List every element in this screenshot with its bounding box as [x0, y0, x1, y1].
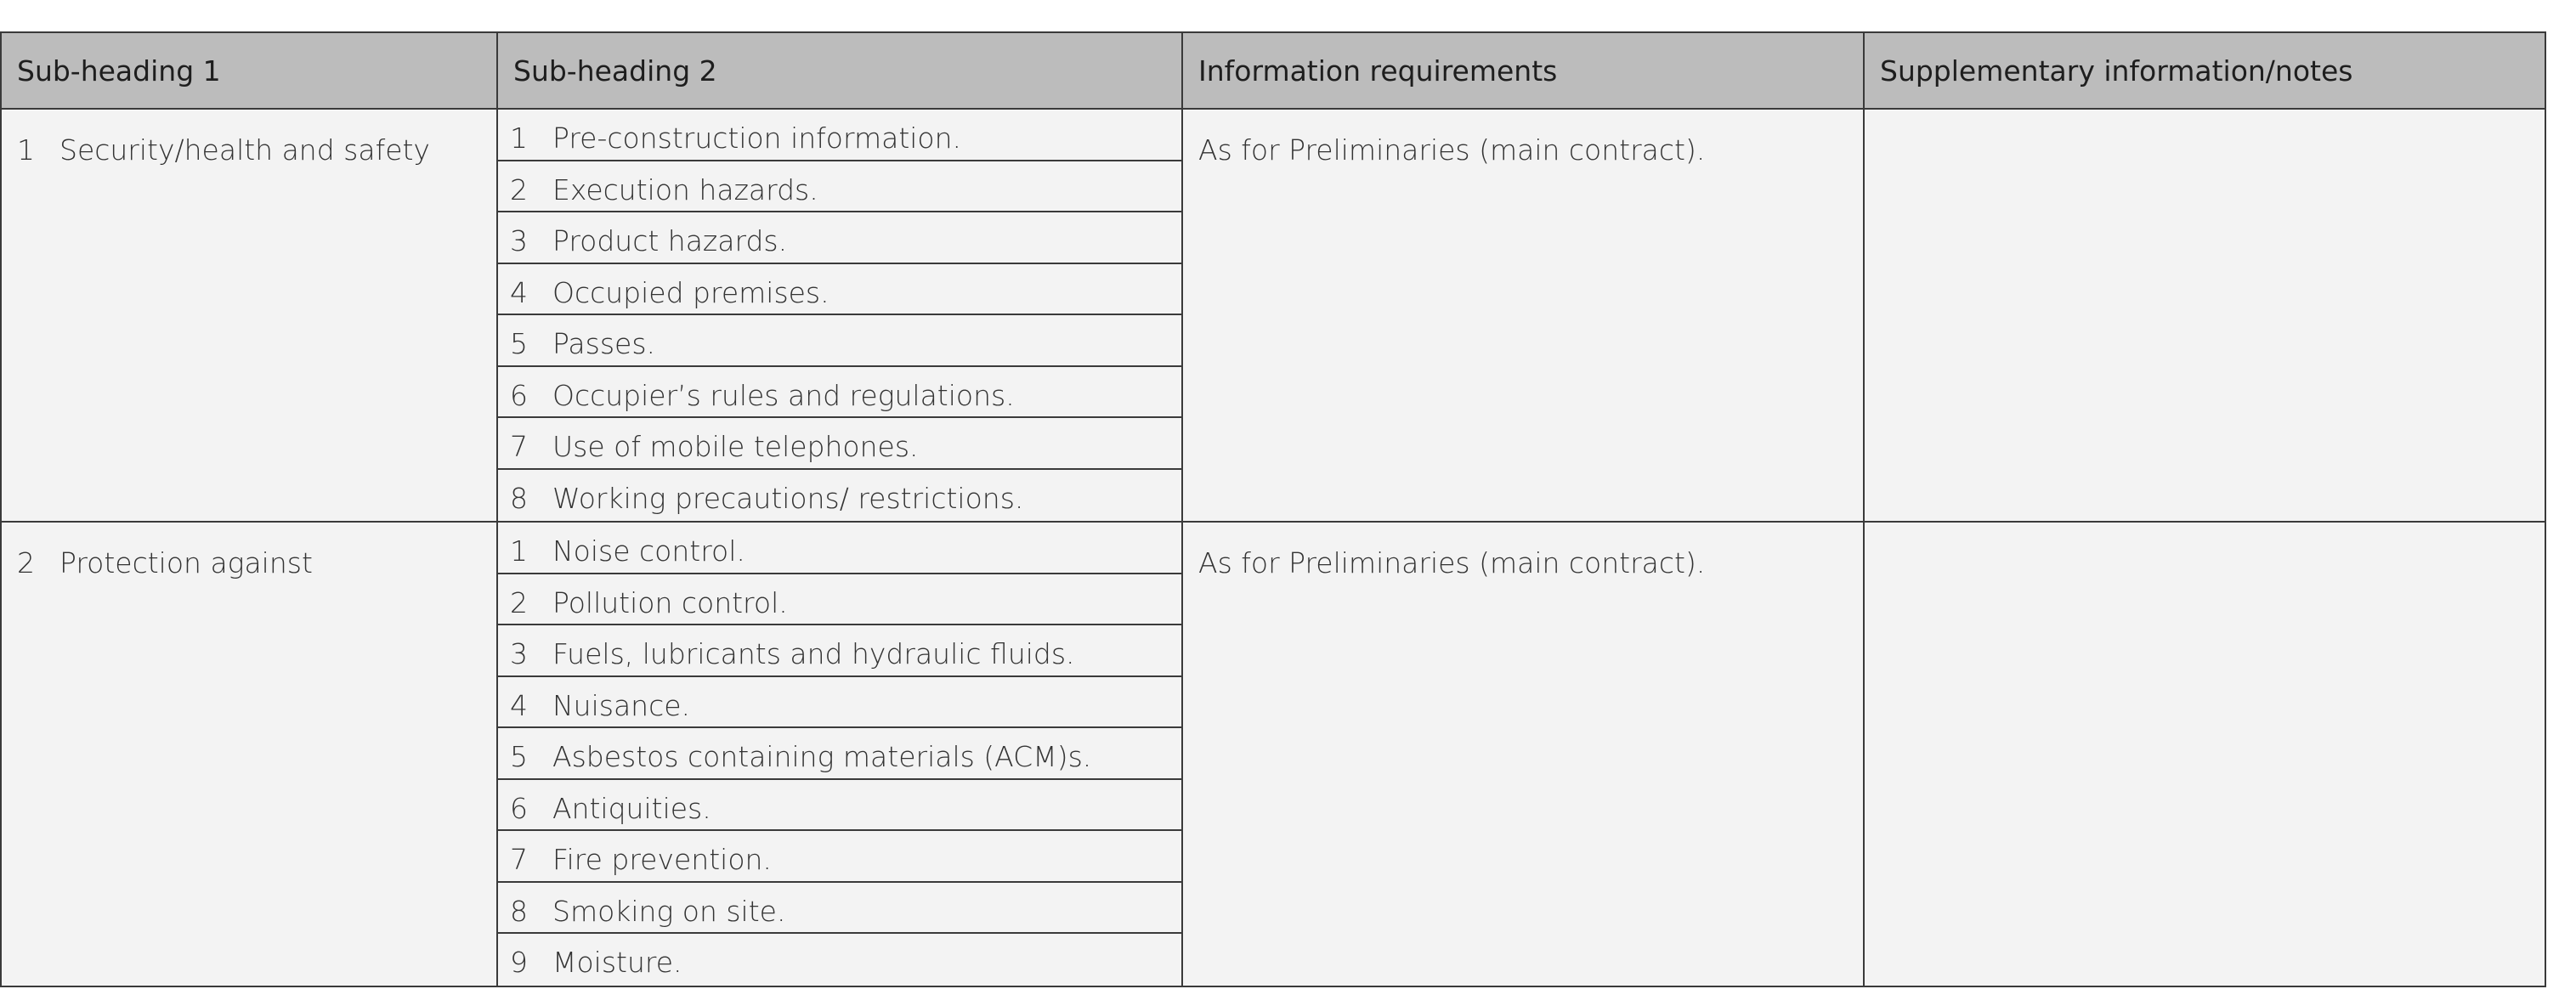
sub-heading-item: [498, 110, 1181, 161]
header-row: [1, 32, 2545, 109]
item-number: 5: [510, 327, 528, 360]
item-text: Antiquities.: [552, 791, 711, 825]
item-text: Moisture.: [552, 946, 682, 979]
item-number: 3: [510, 224, 528, 257]
notes-cell: [1864, 522, 2545, 986]
sub-heading-item: [498, 418, 1181, 470]
item-number: 8: [510, 481, 528, 515]
section-number: 1: [17, 133, 35, 167]
section-row-protection: [1, 522, 2545, 986]
item-number: 7: [510, 843, 528, 876]
item-number: 8: [510, 894, 528, 928]
information-text: As for Preliminaries (main contract).: [1198, 546, 1706, 579]
sub-heading-list: [498, 110, 1181, 521]
item-number: 2: [510, 585, 528, 619]
section-label-cell: [1, 109, 497, 522]
item-text: Fuels, lubricants and hydraulic fluids.: [552, 637, 1075, 670]
section-label: [2, 523, 496, 579]
section-label: [2, 110, 496, 167]
sub-heading-item: [498, 523, 1181, 574]
sub-heading-item: [498, 470, 1181, 522]
sub-heading-item: [498, 883, 1181, 935]
table-header: [1, 32, 2545, 109]
item-text: Occupied premises.: [552, 275, 829, 309]
sub-heading-item: [498, 264, 1181, 316]
item-text: Passes.: [552, 327, 656, 360]
sub-heading-item: [498, 831, 1181, 883]
notes-cell: [1864, 109, 2545, 522]
item-text: Noise control.: [552, 534, 745, 568]
header-sub-heading-1: Sub-heading 1: [1, 32, 497, 109]
item-text: Pre-construction information.: [552, 122, 962, 155]
sub-heading-item: [498, 677, 1181, 729]
section-label-cell: [1, 522, 497, 986]
sub-heading-list-cell: [497, 109, 1182, 522]
item-number: 3: [510, 637, 528, 670]
sub-heading-item: [498, 212, 1181, 264]
information-cell: [1182, 522, 1864, 986]
item-number: 4: [510, 688, 528, 722]
section-title: Security/health and safety: [59, 133, 430, 167]
sub-heading-list: [498, 523, 1181, 986]
header-information-requirements: Information requirements: [1182, 32, 1864, 109]
section-title: Protection against: [59, 546, 313, 579]
section-row-security: [1, 109, 2545, 522]
item-number: 5: [510, 740, 528, 773]
sub-heading-item: [498, 315, 1181, 367]
sub-heading-item: [498, 728, 1181, 780]
sub-heading-item: [498, 161, 1181, 213]
item-text: Execution hazards.: [552, 172, 818, 206]
requirements-table: [0, 31, 2546, 987]
item-number: 6: [510, 378, 528, 412]
section-number: 2: [17, 546, 35, 579]
table-body: [1, 109, 2545, 986]
item-number: 1: [510, 534, 528, 568]
header-sub-heading-2: Sub-heading 2: [497, 32, 1182, 109]
notes-text: [1865, 523, 2545, 546]
item-number: 2: [510, 172, 528, 206]
information-cell: [1182, 109, 1864, 522]
sub-heading-item: [498, 574, 1181, 626]
information-text: As for Preliminaries (main contract).: [1198, 133, 1706, 167]
item-text: Working precautions/ restrictions.: [552, 481, 1024, 515]
header-supplementary-notes: Supplementary information/notes: [1864, 32, 2545, 109]
item-text: Pollution control.: [552, 585, 788, 619]
item-number: 4: [510, 275, 528, 309]
item-number: 9: [510, 946, 528, 979]
item-text: Smoking on site.: [552, 894, 786, 928]
sub-heading-item: [498, 367, 1181, 419]
notes-text: [1865, 110, 2545, 133]
sub-heading-list-cell: [497, 522, 1182, 986]
item-number: 6: [510, 791, 528, 825]
item-text: Asbestos containing materials (ACM)s.: [552, 740, 1092, 773]
item-text: Product hazards.: [552, 224, 788, 257]
sub-heading-item: [498, 780, 1181, 832]
item-number: 1: [510, 122, 528, 155]
sub-heading-item: [498, 625, 1181, 677]
sub-heading-item: [498, 934, 1181, 986]
item-text: Occupier’s rules and regulations.: [552, 378, 1015, 412]
item-text: Nuisance.: [552, 688, 691, 722]
item-text: Use of mobile telephones.: [552, 430, 919, 463]
item-text: Fire prevention.: [552, 843, 772, 876]
item-number: 7: [510, 430, 528, 463]
